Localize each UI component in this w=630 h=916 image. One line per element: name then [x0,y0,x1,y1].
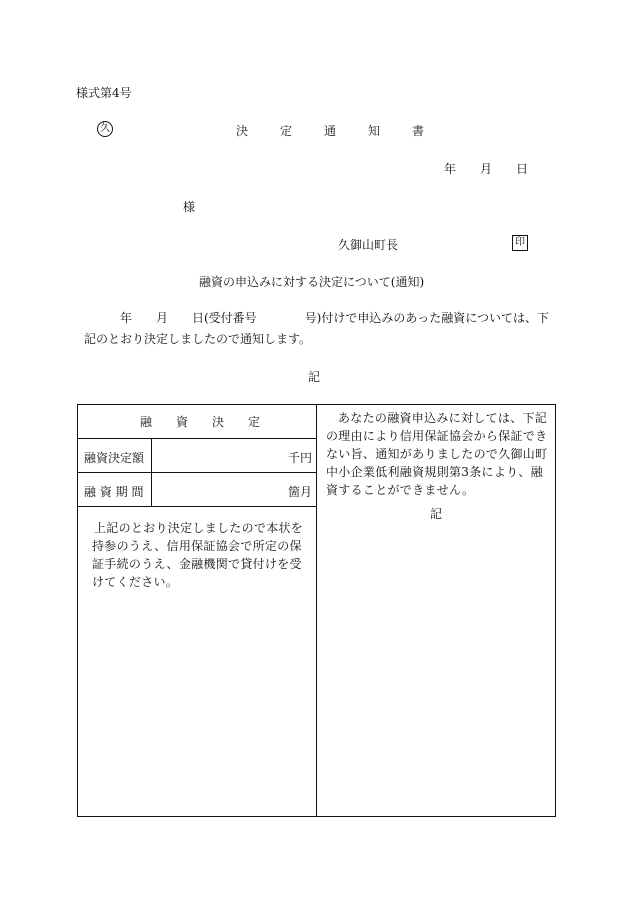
addressee-suffix: 様 [183,200,196,214]
subject-line: 融資の申込みに対する決定について(通知) [199,275,425,289]
left-panel-header: 融 資 決 定 [140,415,267,429]
seal-mark-stamp: 印 [512,235,528,251]
row-divider [78,472,316,473]
right-panel-ki: 記 [430,507,443,521]
row-divider [78,506,316,507]
loan-amount-unit: 千円 [288,451,313,465]
issuer-name: 久御山町長 [338,238,399,252]
date-line: 年 月 日 [444,162,529,176]
loan-period-unit: 箇月 [288,485,313,499]
circle-mark-stamp: 久 [97,121,113,137]
loan-period-label: 融 資 期 間 [84,485,144,499]
decision-table [77,404,556,817]
form-number: 様式第4号 [76,86,132,100]
loan-amount-label: 融資決定額 [84,451,145,465]
intro-paragraph: 年 月 日(受付番号 号)付けで申込みのあった融資については、下記のとおり決定しましたので通知します。 [84,311,550,346]
document-title: 決 定 通 知 書 [236,124,435,138]
panel-divider [316,405,317,816]
row-divider [78,438,316,439]
right-panel-text: あなたの融資申込みに対しては、下記の理由により信用保証協会から保証できない旨、通知がありましたので久御山町中小企業低利融資規則第3条により、融資することができません。 [326,411,548,497]
left-panel-note: 上記のとおり決定しましたので本状を持参のうえ、信用保証協会で所定の保証手続のうえ、金融機関で貸付けを受けてください。 [92,521,304,589]
ki-heading: 記 [308,370,321,384]
